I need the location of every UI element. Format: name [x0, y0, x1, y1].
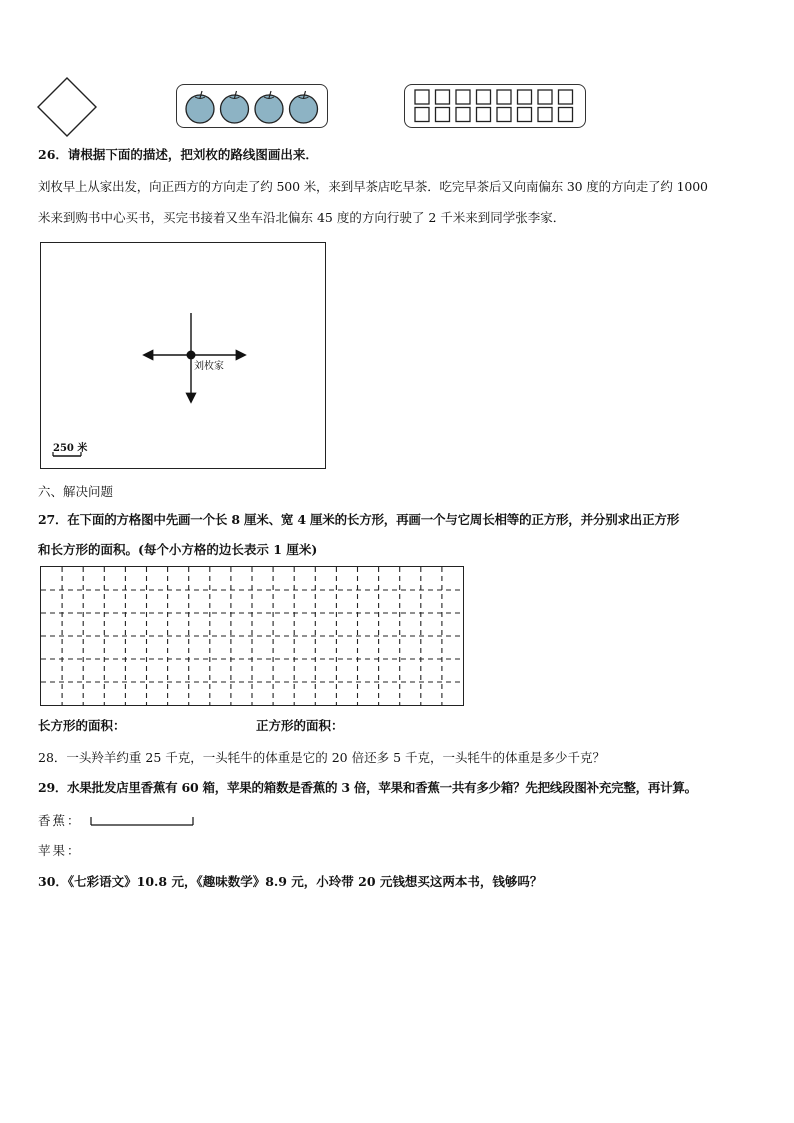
q29-text: 29．水果批发店里香蕉有 60 箱，苹果的箱数是香蕉的 3 倍，苹果和香蕉一共有多少箱？先把线段图补充完整，再计算。 [38, 780, 697, 795]
q28-text: 28．一头羚羊约重 25 千克，一头牦牛的体重是它的 20 倍还多 5 千克，一头牦牛的体重是多少千克？ [38, 750, 606, 765]
small-square-icon [559, 90, 573, 104]
dashed-grid-frame [40, 566, 464, 706]
compass-axes [41, 243, 325, 468]
banana-segment [88, 814, 198, 828]
small-square-icon [477, 90, 491, 104]
apple-label: 苹果： [38, 843, 82, 858]
q26-text-line-1: 刘枚早上从家出发，向正西方的方向走了约 500 米，来到早茶店吃早茶．吃完早茶后又向南偏东 30 度的方向走了约 1000 [38, 179, 708, 194]
small-square-icon [497, 108, 511, 122]
small-square-icon [497, 90, 511, 104]
banana-label: 香蕉： [38, 813, 82, 828]
home-label: 刘枚家 [194, 361, 224, 372]
small-square-icon [436, 108, 450, 122]
q30-text: 30．《七彩语文》10.8 元，《趣味数学》8.9 元，小玲带 20 元钱想买这两本书，钱够吗？ [38, 874, 543, 889]
small-square-icon [415, 108, 429, 122]
dashed-grid [41, 567, 463, 705]
small-square-icon [436, 90, 450, 104]
q27-text-line-1: 27．在下面的方格图中先画一个长 8 厘米、宽 4 厘米的长方形，再画一个与它周长相等的正方形，并分别求出正方形 [38, 512, 679, 527]
route-map-frame [40, 242, 326, 469]
apple-row [177, 85, 327, 127]
small-square-icon [477, 108, 491, 122]
square-area-label: 正方形的面积： [256, 718, 344, 733]
q27-text-line-2: 和长方形的面积。(每个小方格的边长表示 1 厘米) [38, 542, 318, 557]
q26-text-line-2: 米来到购书中心买书，买完书接着又坐车沿北偏东 45 度的方向行驶了 2 千米来到同学张李家． [38, 210, 566, 225]
small-square-icon [538, 108, 552, 122]
apple-icon [221, 91, 249, 123]
small-square-icon [456, 90, 470, 104]
apple-box [176, 84, 328, 128]
small-square-icon [538, 90, 552, 104]
square-grid-box [404, 84, 586, 128]
apple-icon [186, 91, 214, 123]
section-title: 六、解决问题 [38, 484, 114, 499]
diamond-shape [38, 78, 96, 136]
small-square-icon [518, 108, 532, 122]
diamond-figure [36, 76, 98, 138]
small-square-icon [559, 108, 573, 122]
small-square-icon [518, 90, 532, 104]
small-squares [405, 85, 585, 127]
apple-icon [255, 91, 283, 123]
q26-title: 26．请根据下面的描述，把刘枚的路线图画出来． [38, 147, 318, 162]
scale-label: 250 米 [53, 443, 88, 454]
small-square-icon [415, 90, 429, 104]
small-square-icon [456, 108, 470, 122]
apple-icon [290, 91, 318, 123]
rect-area-label: 长方形的面积： [38, 718, 126, 733]
